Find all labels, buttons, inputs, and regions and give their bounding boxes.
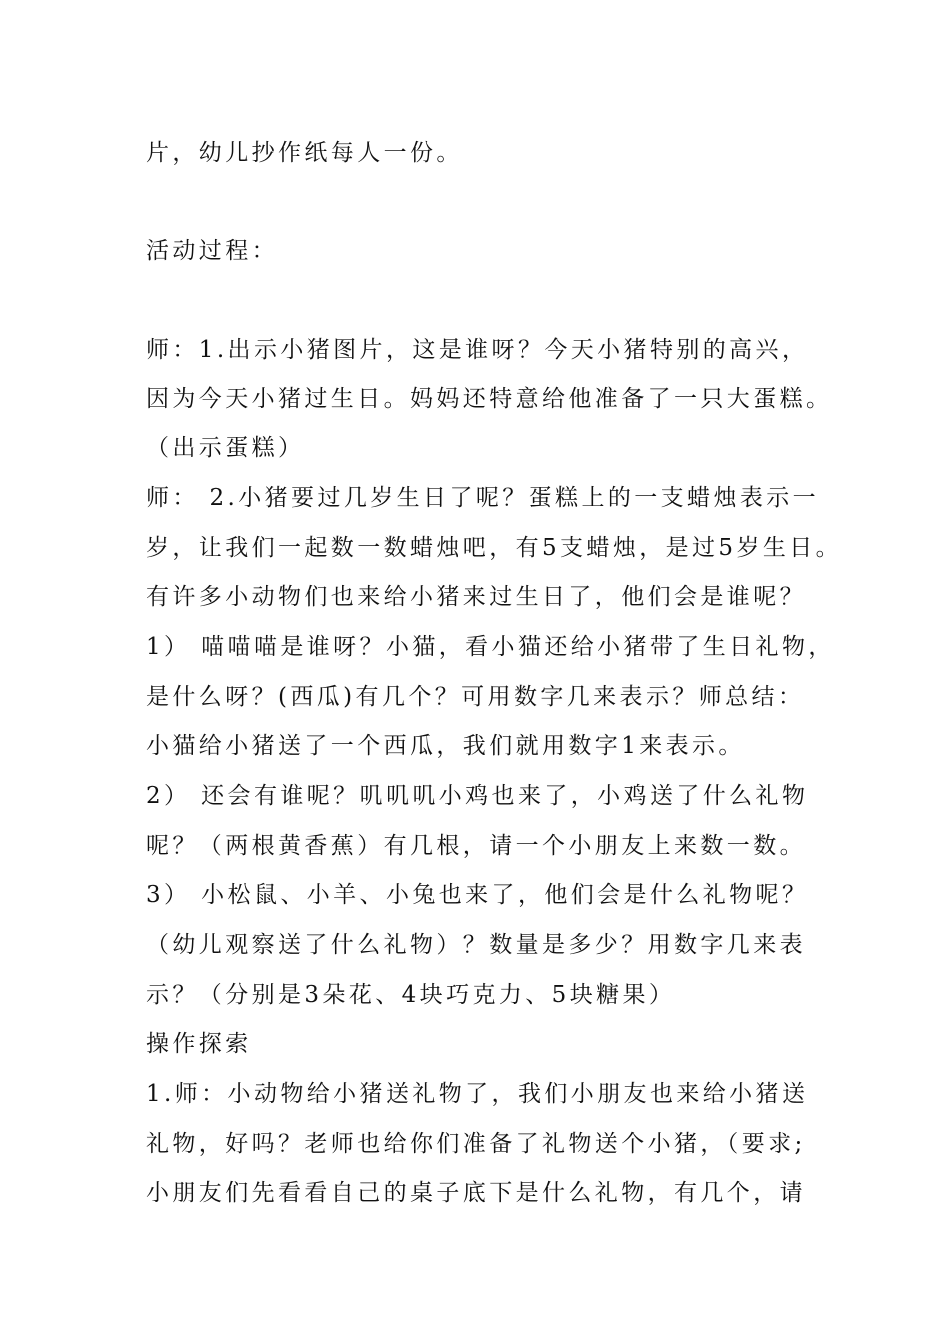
text-line: 片，幼儿抄作纸每人一份。: [146, 140, 463, 166]
text-line: 3） 小松鼠、小羊、小兔也来了，他们会是什么礼物呢？: [146, 882, 809, 908]
text-line: 呢？（两根黄香蕉）有几根，请一个小朋友上来数一数。: [146, 833, 806, 859]
text-line: 示？（分别是3朵花、4块巧克力、5块糖果）: [146, 982, 676, 1008]
text-line: （出示蛋糕）: [146, 435, 305, 461]
text-line: 礼物，好吗？老师也给你们准备了礼物送个小猪，（要求;: [146, 1131, 806, 1157]
text-line: 小朋友们先看看自己的桌子底下是什么礼物，有几个，请: [146, 1180, 806, 1206]
text-line: 有许多小动物们也来给小猪来过生日了，他们会是谁呢？: [146, 584, 806, 610]
section-heading: 操作探索: [146, 1031, 252, 1057]
text-line: 因为今天小猪过生日。妈妈还特意给他准备了一只大蛋糕。: [146, 386, 833, 412]
text-line: 1.师：小动物给小猪送礼物了，我们小朋友也来给小猪送: [146, 1081, 809, 1107]
text-line: 师：1.出示小猪图片，这是谁呀？今天小猪特别的高兴，: [146, 337, 809, 363]
text-line: 岁，让我们一起数一数蜡烛吧，有5支蜡烛，是过5岁生日。: [146, 535, 843, 561]
text-line: 小猫给小猪送了一个西瓜，我们就用数字1来表示。: [146, 733, 745, 759]
text-line: 是什么呀？(西瓜)有几个？可用数字几来表示？师总结：: [146, 684, 805, 710]
text-line: 2） 还会有谁呢？叽叽叽小鸡也来了，小鸡送了什么礼物: [146, 783, 809, 809]
text-line: 师： 2.小猪要过几岁生日了呢？蛋糕上的一支蜡烛表示一: [146, 485, 820, 511]
text-line: 1） 喵喵喵是谁呀？小猫，看小猫还给小猪带了生日礼物，: [146, 634, 835, 660]
section-heading: 活动过程：: [146, 238, 278, 264]
text-line: （幼儿观察送了什么礼物）？数量是多少？用数字几来表: [146, 932, 806, 958]
